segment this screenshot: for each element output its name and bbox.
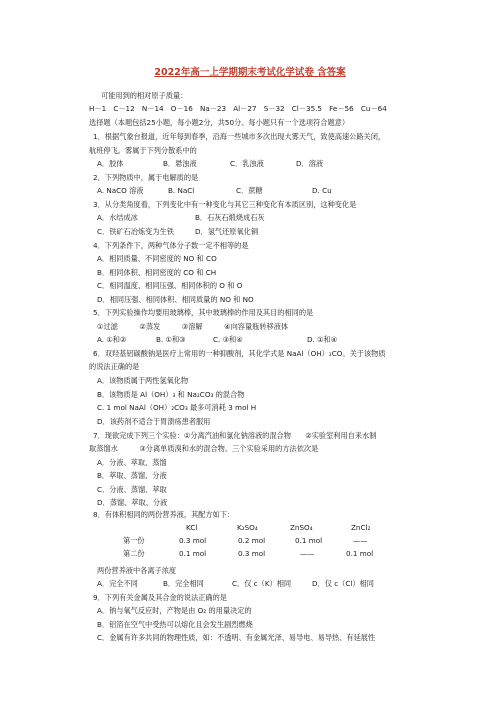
q7-option-d: D．蒸馏、萃取、分液 xyxy=(97,498,168,507)
q2-stem: 2．下列物质中，属于电解质的是 xyxy=(93,173,199,182)
q3-option-a: A．水结成冰 xyxy=(97,213,138,222)
q4-option-d: D．相同压强、相同体积、相同质量的 NO 和 NO xyxy=(97,295,254,304)
table-cell: 0.3 mol xyxy=(238,549,266,558)
table-cell: —— xyxy=(300,549,315,558)
page-title: 2022年高一上学期期末考试化学试卷 含答案 xyxy=(154,67,346,78)
table-cell: 0.2 mol xyxy=(238,536,266,545)
q3-option-b: B．石灰石煅烧成石灰 xyxy=(195,213,265,222)
q3-option-d: D．氢气还原氧化铜 xyxy=(195,227,259,236)
q6-option-b: B．该物质是 Al（OH）₃ 和 Na₂CO₃ 的混合物 xyxy=(97,390,245,399)
table-header: ZnSO₄ xyxy=(290,523,313,532)
q4-stem: 4．下列条件下，两种气体分子数一定不相等的是 xyxy=(93,241,249,250)
q8-option-b: B．完全相同 xyxy=(163,579,204,588)
table-header: K₂SO₄ xyxy=(237,523,258,532)
intro-text: 可能用到的相对原子质量： xyxy=(101,91,188,100)
q9-option-a: A．钠与氧气反应时，产物是由 O₂ 的用量决定的 xyxy=(97,606,252,615)
table-cell: 0.1 mol xyxy=(179,549,207,558)
q3-option-c: C．铁矿石冶炼变为生铁 xyxy=(97,227,174,236)
q5-option-b: B. ①和③ xyxy=(156,335,186,344)
q5-items: ①过滤 ②蒸发 ③溶解 ④向容量瓶转移液体 xyxy=(97,322,289,331)
q2-option-d: D. Cu xyxy=(312,186,332,195)
table-cell: 0.1 mol xyxy=(346,549,374,558)
q8-option-d: D．仅 c（Cl）相同 xyxy=(312,579,374,588)
q6-option-c: C. 1 mol NaAl（OH）₂CO₃ 最多可消耗 3 mol H xyxy=(97,403,257,412)
q6-stem-cont: 的说法正确的是 xyxy=(89,362,140,371)
q2-option-c: C．蔗糖 xyxy=(236,186,263,195)
q6-stem: 6．双羟基铝碳酸钠是医疗上常用的一种抑酸剂，其化学式是 NaAl（OH）₂CO。关于该物质 xyxy=(93,349,386,358)
q5-stem: 5．下列实验操作均要用玻璃棒，其中玻璃棒的作用及其目的相同的是 xyxy=(93,308,314,317)
q2-option-a: A. NaCO 溶液 xyxy=(97,186,144,195)
q7-option-c: C．分液、蒸馏、萃取 xyxy=(97,485,167,494)
q2-option-b: B. NaCl xyxy=(168,186,195,195)
row-label: 第二份 xyxy=(123,549,145,558)
table-cell: 0.1 mol xyxy=(295,536,323,545)
table-cell: —— xyxy=(353,536,368,545)
q1-option-a: A．胶体 xyxy=(97,159,124,168)
q8-option-a: A．完全不同 xyxy=(97,579,138,588)
q5-option-d: D. ①和④ xyxy=(307,335,338,344)
table-cell: 0.3 mol xyxy=(179,536,207,545)
q9-stem: 9．下列有关金属及其合金的说法正确的是 xyxy=(93,593,227,602)
q4-option-a: A．相同质量、不同密度的 NO 和 CO xyxy=(97,254,217,263)
q4-option-c: C．相同温度、相同压强、相同体积的 O 和 O xyxy=(97,281,243,290)
q7-stem-cont: 取蒸馏水 ③分离单质溴和水的混合物。三个实验采用的方法依次是 xyxy=(89,444,319,453)
q6-option-a: A．该物质属于两性氢氧化物 xyxy=(97,376,189,385)
q8-prompt: 两份营养液中各离子浓度 xyxy=(97,566,177,575)
atomic-masses: H－1 C－12 N－14 O－16 Na－23 Al－27 S－32 Cl－35.5 Fe－56 Cu－64 xyxy=(89,104,387,113)
q3-stem: 3．从分类角度看，下列变化中有一种变化与其它三种变化有本质区别，这种变化是 xyxy=(93,200,357,209)
q1-option-d: D．溶液 xyxy=(296,159,324,168)
q7-option-b: B．萃取、蒸馏、分液 xyxy=(97,471,167,480)
q1-option-c: C．乳浊液 xyxy=(230,159,264,168)
q8-option-c: C．仅 c（K）相同 xyxy=(232,579,292,588)
table-header: ZnCl₂ xyxy=(351,523,371,532)
q5-option-c: C. ③和④ xyxy=(213,335,243,344)
row-label: 第一份 xyxy=(123,536,145,545)
q8-stem: 8．有体积相同的两份营养液，其配方如下： xyxy=(93,510,235,519)
q7-stem: 7．现欲完成下列三个实验：①分离汽油和氯化钠溶液的混合物 ②实验室利用自来水制 xyxy=(93,431,377,440)
section-heading: 选择题（本题包括25小题，每小题2分，共50分。每小题只有一个选项符合题意） xyxy=(89,118,350,127)
q9-option-c: C．金属有许多共同的物理性质，如：不透明、有金属光泽、易导电、易导热、有延展性 xyxy=(97,633,376,642)
q5-option-a: A. ①和② xyxy=(97,335,127,344)
q4-option-b: B．相同体积、相同密度的 CO 和 CH xyxy=(97,268,217,277)
table-header: KCl xyxy=(186,523,198,532)
q6-option-d: D．该药剂不适合于胃溃疡患者服用 xyxy=(97,417,211,426)
q1-option-b: B．悬浊液 xyxy=(163,159,197,168)
q9-option-b: B．铝箔在空气中受热可以熔化且会发生剧烈燃烧 xyxy=(97,620,253,629)
q7-option-a: A．分液、萃取、蒸馏 xyxy=(97,458,167,467)
q1-stem-cont: 航班停飞。雾属于下列分散系中的 xyxy=(89,146,197,155)
q1-stem: 1．根据气象台报道，近年每到春季，沿海一些城市多次出现大雾天气，致使高速公路关闭， xyxy=(93,132,386,141)
